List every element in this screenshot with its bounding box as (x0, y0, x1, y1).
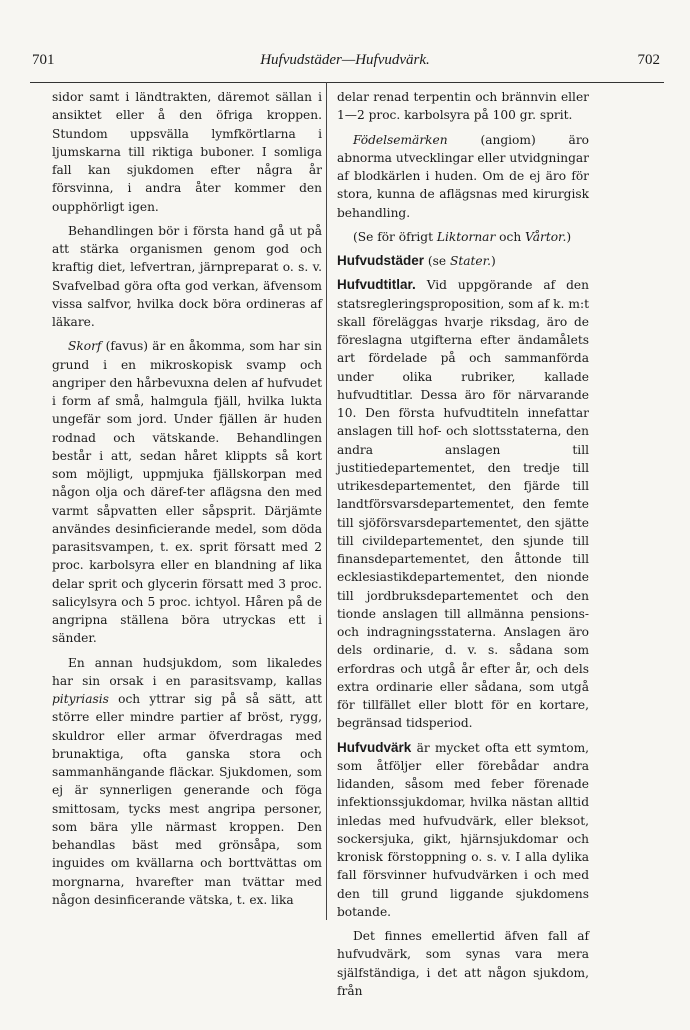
paragraph (337, 739, 589, 922)
cross-reference (337, 228, 589, 246)
entry-heading (337, 252, 589, 270)
paragraph-text: ) (490, 254, 496, 268)
running-header (30, 50, 660, 74)
paragraph-text: (se (424, 254, 450, 268)
paragraph (52, 654, 322, 910)
paragraph-text: och (495, 229, 526, 244)
entry-term: Hufvudtitlar. (337, 277, 416, 293)
paragraph-text: (Se för öfrigt (353, 229, 437, 244)
paragraph: Det finnes emellertid äfven fall af hufvudvärk, som synas vara mera själfständiga, i det att någon sjukdom, från (337, 929, 589, 998)
page-number-left: 701 (32, 52, 55, 68)
entry-term: Födelsemärken (353, 132, 448, 147)
paragraph (337, 131, 589, 222)
paragraph: delar renad terpentin och brännvin eller 1—2 proc. karbolsyra på 100 gr. sprit. (337, 90, 589, 123)
paragraph-text: är mycket ofta ett symtom, som åtföljer eller förebådar andra lidanden, såsom med feber förenade infektionssjukdomar, hvilka nästan alltid inledas med hufvudvärk, eller bleksot, sockersjuka, gikt, hjärnsjukdomar och kronisk förstoppning o. s. v. I alla dylika fall försvinner hufvudvärken i och med den till grund liggande sjukdomens botande. (337, 740, 589, 919)
entry-term: Hufvudstäder (337, 253, 425, 268)
running-title: Hufvudstäder—Hufvudvärk. (260, 52, 430, 68)
paragraph (337, 276, 589, 732)
header-rule (30, 82, 664, 83)
right-column (337, 88, 589, 1006)
paragraph (52, 337, 322, 647)
left-column (52, 88, 322, 915)
paragraph-text: ) (566, 229, 572, 244)
page-number-right: 702 (637, 52, 660, 68)
entry-term: pityriasis (52, 692, 109, 706)
entry-term: Hufvudvärk (337, 739, 412, 755)
paragraph: Behandlingen bör i första hand gå ut på att stärka organismen genom god och kraftig diet, lefvertran, järnpreparat o. s. v. Svafvelbad göra ofta god verkan, äfvensom vissa salfvor, hvilka dock böra ordineras af läkare. (52, 223, 322, 329)
paragraph-text: och yttrar sig på så sätt, att större eller mindre partier af bröst, rygg, skuldror eller armar öfverdragas med brunaktiga, ofta ganska stora och sammanhängande fläckar. Sjukdomen, som ej är synnerligen generande och föga smittosam, tycks mest angripa personer, som bära ylle närmast kroppen. Den behandlas bäst med grönsåpa, som inguides om kvällarna och borttvättas om morgnarna, hvarefter man tvättar med någon desinficerande vätska, t. ex. lika (52, 692, 322, 907)
reference-term: Liktornar (436, 229, 496, 244)
paragraph-text: (angiom) äro abnorma utvecklingar eller utvidgningar af blodkärlen i huden. Om de ej äro för stora, kunna de aflägsnas med kirurgisk behandling. (337, 132, 589, 220)
paragraph: sidor samt i ländtrakten, däremot sällan i ansiktet eller å den öfriga kroppen. Stundom uppsvälla lymfkörtlarna i ljumskarna till riktiga buboner. I somliga fall kan sjukdomen efter några år försvinna, i andra åter kommer den oupphörligt igen. (52, 90, 322, 214)
reference-term: Stater. (450, 254, 491, 268)
paragraph-text: En annan hudsjukdom, som likaledes har sin orsak i en parasitsvamp, kallas (52, 655, 322, 688)
entry-term: Skorf (68, 339, 102, 354)
paragraph-text: (favus) är en åkomma, som har sin grund i en mikroskopisk svamp och angriper den hårbevuxna delen af hufvudet i form af små, halmgula fjäll, hvilka lukta ungefär som jord. Under fjällen är huden rodnad och vätskande. Behandlingen består i att, sedan håret klippts så kort som möjligt, uppmjuka fjällskorpan med någon olja och däref-ter aflägsna den med varmt såpvatten eller såpsprit. Därjämte användes desinficierande medel, som döda parasitsvampen, t. ex. sprit försatt med 2 proc. karbolsyra eller en blandning af lika delar sprit och glycerin försatt med 3 proc. salicylsyra och 5 proc. ichtyol. Håren på de angripna ställena böra utryckas ett i sänder. (52, 339, 322, 646)
paragraph-text: Vid uppgörande af den statsregleringsproposition, som af k. m:t skall föreläggas hvarje riksdag, äro de föreslagna utgifterna efter ändamålets art fördelade på och sammanförda under olika rubriker, kallade hufvudtitlar. Dessa äro för närvarande 10. Den första hufvudtiteln innefattar anslagen till hof- och slottsstaterna, den andra anslagen till justitiedepartementet, den tredje till utrikesdepartementet, den fjärde till landtförsvarsdepartementet, den femte till sjöförsvarsdepartementet, den sjätte till civildepartementet, den sjunde till finansdepartementet, den åttonde till ecklesiastikdepartementet, den nionde till jordbruksdepartementet och den tionde anslagen till allmänna pensions- och indragningsstaterna. Anslagen äro dels ordinarie, d. v. s. sådana som erfordras och utgå år efter år, och dels extra ordinarie eller sådana, som utgå för tillfället eller blott för en kortare, begränsad tidsperiod. (337, 278, 589, 731)
column-divider (326, 82, 327, 920)
reference-term: Vårtor. (525, 229, 567, 244)
